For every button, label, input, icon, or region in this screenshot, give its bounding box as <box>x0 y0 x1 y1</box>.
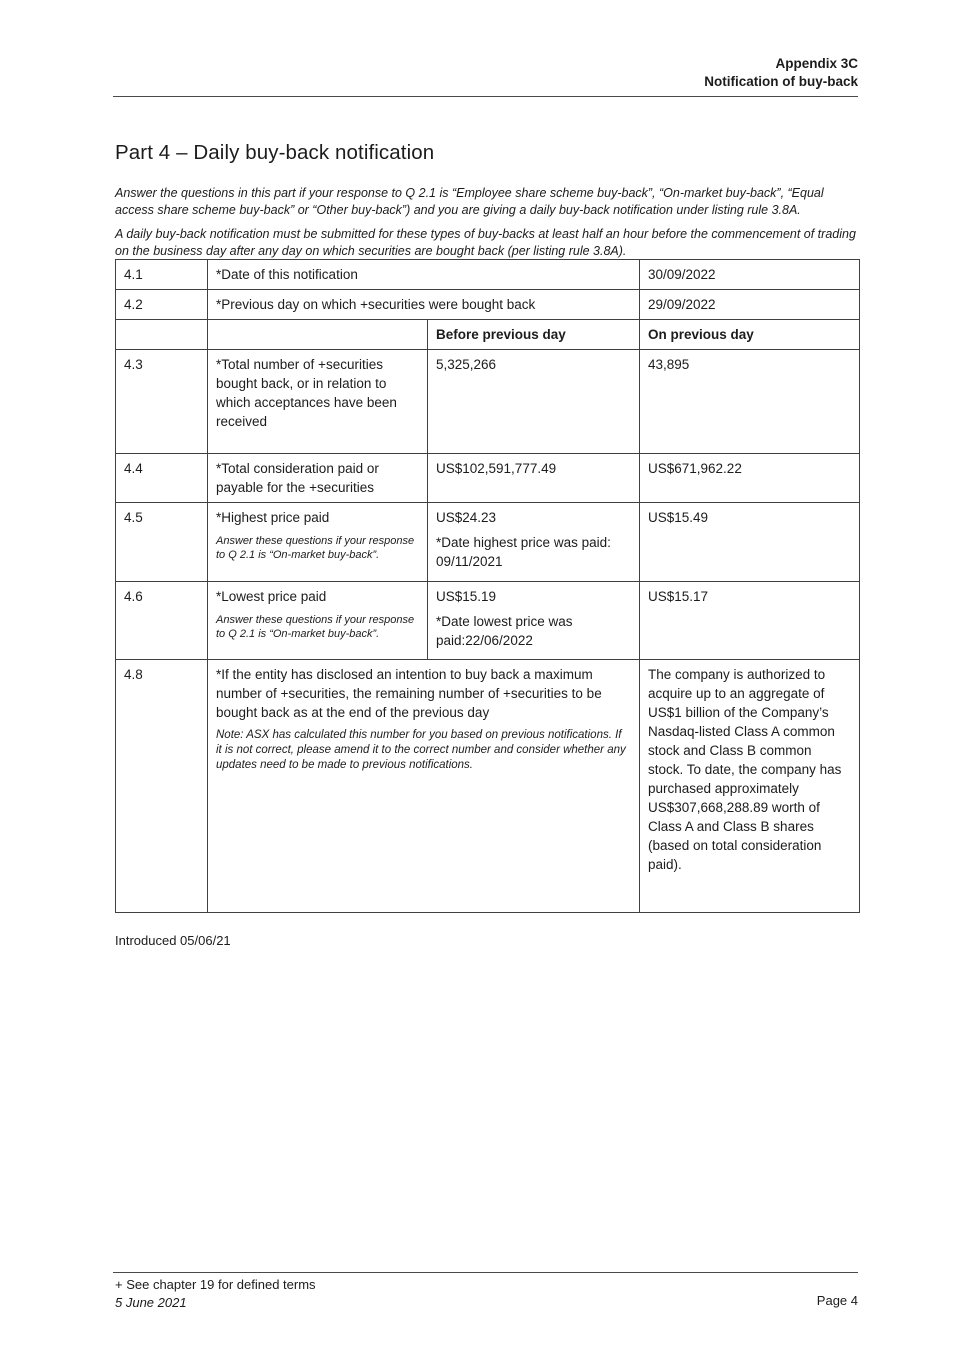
question-number: 4.1 <box>116 260 208 290</box>
answer-highest-price-on: US$15.49 <box>640 503 860 582</box>
header-rule <box>113 96 858 97</box>
question-cell <box>208 582 428 660</box>
introduced-note: Introduced 05/06/21 <box>115 933 231 948</box>
question-text: *Lowest price paid <box>216 589 327 604</box>
answer-remaining-securities: The company is authorized to acquire up to an aggregate of US$1 billion of the Company’s Nasdaq-listed Class A common stock and Class B common stock. To date, the company has purchased approximately US$307,668,288.89 worth of Class A and Class B shares (based on total consideration paid). <box>640 660 860 913</box>
question-note: Answer these questions if your response to Q 2.1 is “On-market buy-back”. <box>216 614 415 640</box>
empty-cell <box>208 320 428 350</box>
question-text: *Highest price paid <box>216 510 330 525</box>
answer-lowest-price-before <box>428 582 640 660</box>
question-text: *Total number of +securities bought back, or in relation to which acceptances have been received <box>208 350 428 454</box>
lowest-price-date: *Date lowest price was paid:22/06/2022 <box>436 614 573 648</box>
table-row <box>116 260 860 290</box>
buyback-notification-table <box>115 259 860 913</box>
intro-notes <box>115 185 860 259</box>
question-text: *Previous day on which +securities were bought back <box>208 290 640 320</box>
question-number: 4.2 <box>116 290 208 320</box>
answer-total-securities-before: 5,325,266 <box>428 350 640 454</box>
question-number: 4.8 <box>116 660 208 913</box>
footer-left <box>115 1276 316 1311</box>
table-row <box>116 454 860 503</box>
question-note: Note: ASX has calculated this number for you based on previous notifications. If it is not correct, please amend it to the correct number and consider whether any updates need to be made to previous notifications. <box>216 729 626 771</box>
answer-lowest-price-on: US$15.17 <box>640 582 860 660</box>
answer-highest-price-before <box>428 503 640 582</box>
appendix-label: Appendix 3C <box>775 56 858 71</box>
question-number: 4.4 <box>116 454 208 503</box>
table-row <box>116 660 860 913</box>
document-header <box>115 55 858 91</box>
lowest-price-value: US$15.19 <box>436 589 497 604</box>
table-row <box>116 582 860 660</box>
highest-price-date: *Date highest price was paid: 09/11/2021 <box>436 535 611 569</box>
intro-paragraph-2: A daily buy-back notification must be submitted for these types of buy-backs at least half an hour before the commencement of trading on the business day after any day on which securities are bought back (per listing rule 3.8A). <box>115 227 856 258</box>
answer-consideration-before: US$102,591,777.49 <box>428 454 640 503</box>
question-text: *Date of this notification <box>208 260 640 290</box>
defined-terms-note: + See chapter 19 for defined terms <box>115 1277 316 1292</box>
empty-cell <box>116 320 208 350</box>
table-row <box>116 290 860 320</box>
highest-price-value: US$24.23 <box>436 510 497 525</box>
question-cell <box>208 660 640 913</box>
question-number: 4.3 <box>116 350 208 454</box>
table-row <box>116 350 860 454</box>
question-number: 4.6 <box>116 582 208 660</box>
answer-date-of-notification: 30/09/2022 <box>640 260 860 290</box>
document-title: Notification of buy-back <box>704 74 858 89</box>
column-header-on-previous-day: On previous day <box>640 320 860 350</box>
answer-consideration-on: US$671,962.22 <box>640 454 860 503</box>
question-text: *If the entity has disclosed an intention to buy back a maximum number of +securities, the remaining number of +securities to be bought back as at the end of the previous day <box>216 667 602 720</box>
question-cell <box>208 503 428 582</box>
intro-paragraph-1: Answer the questions in this part if your response to Q 2.1 is “Employee share scheme buy-back”, “On-market buy-back”, “Equal access share scheme buy-back” or “Other buy-back”) and you are giving a daily buy-back notification under listing rule 3.8A. <box>115 186 824 217</box>
question-text: *Total consideration paid or payable for the +securities <box>208 454 428 503</box>
footer-date: 5 June 2021 <box>115 1294 187 1310</box>
question-note: Answer these questions if your response to Q 2.1 is “On-market buy-back”. <box>216 535 415 561</box>
page-number: Page 4 <box>816 1293 858 1308</box>
part-title: Part 4 – Daily buy-back notification <box>115 141 435 164</box>
answer-total-securities-on: 43,895 <box>640 350 860 454</box>
footer-rule <box>113 1272 858 1273</box>
question-number: 4.5 <box>116 503 208 582</box>
answer-previous-day: 29/09/2022 <box>640 290 860 320</box>
column-header-before-previous-day: Before previous day <box>428 320 640 350</box>
table-row <box>116 320 860 350</box>
table-row <box>116 503 860 582</box>
